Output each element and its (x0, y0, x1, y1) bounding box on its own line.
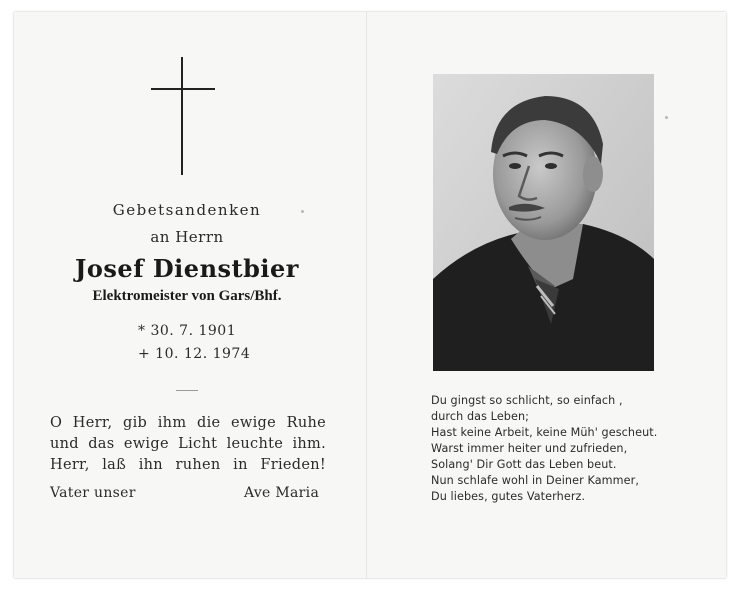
deceased-occupation: Elektromeister von Gars/Bhf. (92, 288, 282, 304)
poem-line-3: Hast keine Arbeit, keine Müh' gescheut. (431, 426, 658, 439)
poem-line-4: Warst immer heiter und zufrieden, (431, 442, 628, 455)
cross-icon (181, 57, 183, 175)
poem-line-1: Du gingst so schlicht, so einfach , (431, 394, 623, 407)
cross-icon-bar (151, 88, 215, 90)
poem-line-2: durch das Leben; (431, 410, 530, 423)
divider (176, 390, 198, 391)
portrait-photo (433, 74, 654, 371)
deceased-name: Josef Dienstbier (75, 254, 299, 283)
prayer-ave-maria: Ave Maria (244, 485, 320, 501)
death-date: + 10. 12. 1974 (138, 346, 251, 362)
prayer-line-3: Herr, laß ihn ruhen in Frieden! (50, 457, 326, 473)
prayer-line-2: und das ewige Licht leuchte ihm. (50, 436, 326, 452)
card-fold (366, 12, 367, 578)
poem-line-6: Nun schlafe wohl in Deiner Kammer, (431, 474, 639, 487)
paper-speck (301, 210, 304, 213)
poem-line-5: Solang' Dir Gott das Leben beut. (431, 458, 617, 471)
header-an-herrn: an Herrn (150, 228, 224, 246)
header-gebetsandenken: Gebetsandenken (112, 201, 262, 219)
birth-date: * 30. 7. 1901 (138, 323, 237, 339)
prayer-line-1: O Herr, gib ihm die ewige Ruhe (50, 415, 326, 431)
poem-line-7: Du liebes, gutes Vaterherz. (431, 490, 586, 503)
prayer-vater-unser: Vater unser (50, 485, 136, 501)
paper-speck (665, 116, 668, 119)
portrait-illustration (433, 74, 654, 371)
